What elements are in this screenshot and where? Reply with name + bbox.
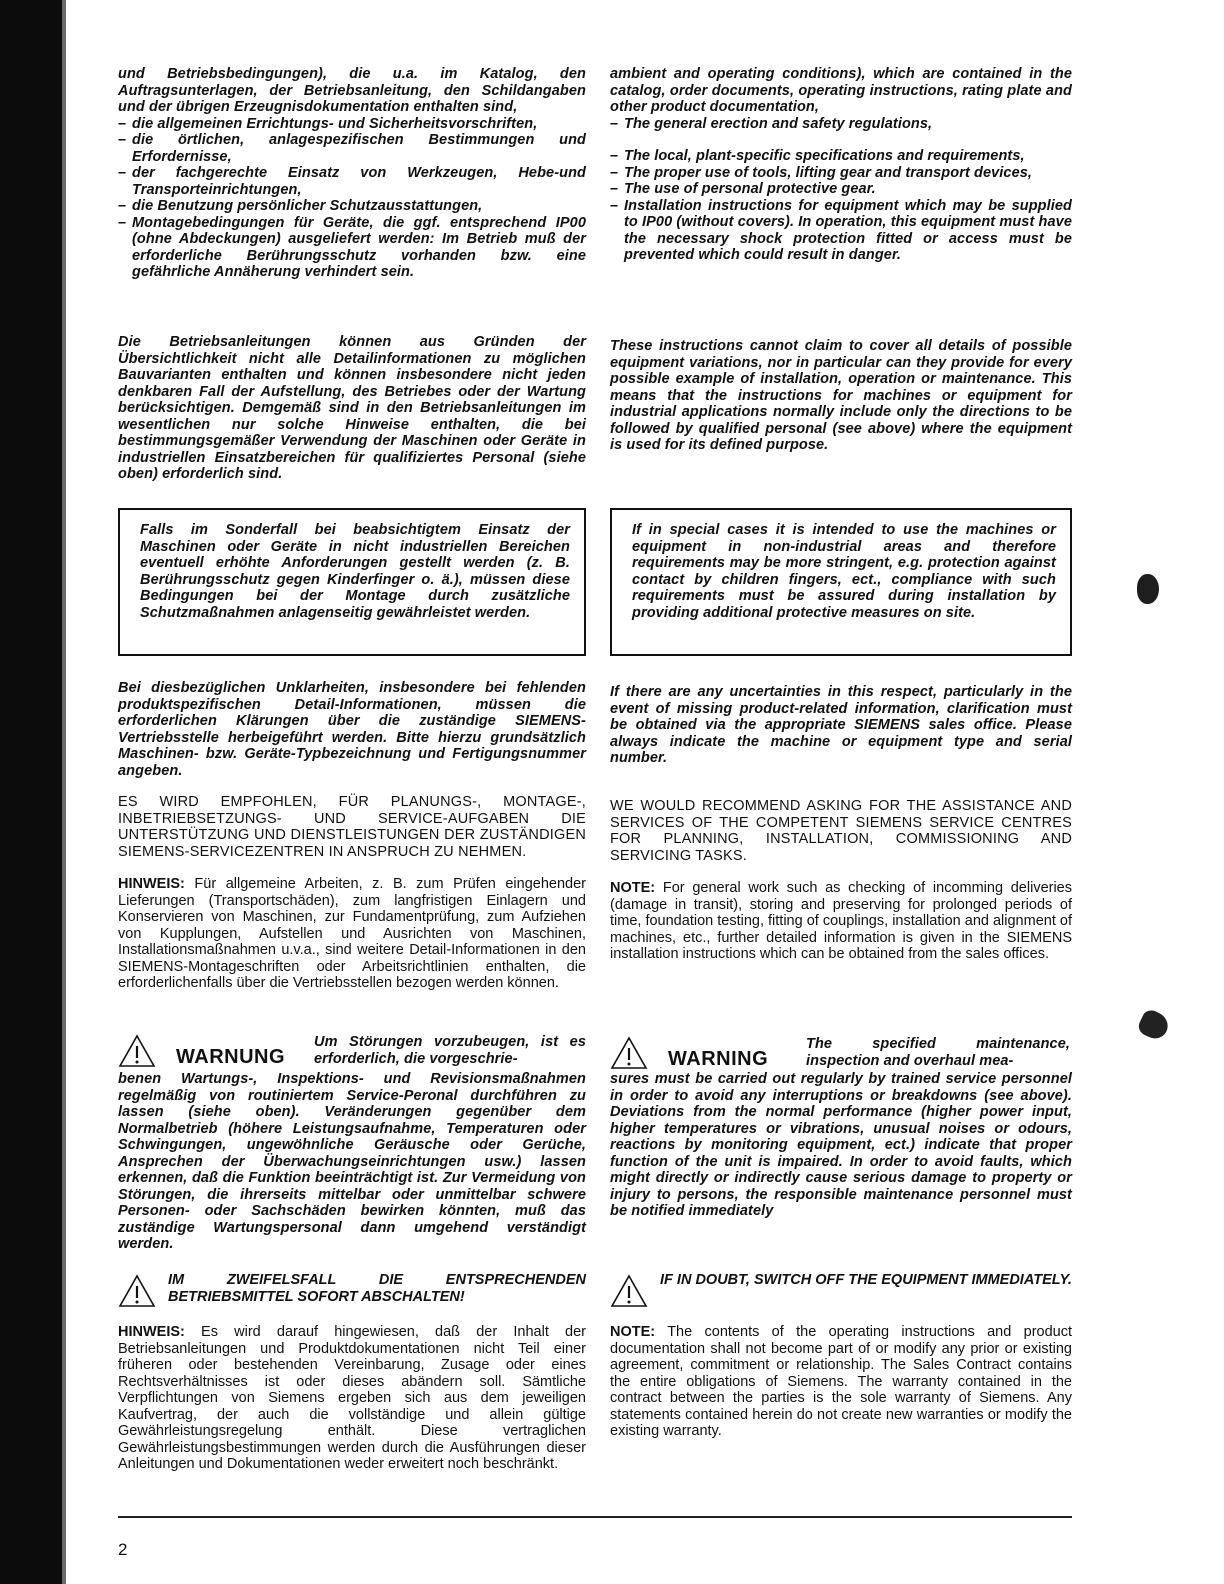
list-item: – die Benutzung persönlicher Schutzausstattungen, bbox=[118, 198, 586, 215]
doubt-text: IF IN DOUBT, SWITCH OFF THE EQUIPMENT IMMEDIATELY. bbox=[660, 1272, 1072, 1288]
note-label: HINWEIS: bbox=[118, 876, 185, 892]
conditions-tail: ambient and operating conditions), which are contained in the catalog, order documents, operating instructions, rating plate and other product documentation, – The general erection and safety regulations, – The local, plant-specific specifications and requirements, – The proper use of tools, lifting gear and transport devices, – The use of personal protective gear. – Installation instructions for equipment which may be supplied to IP00 (without covers). In operation, this equipment must have the necessary shock protection fitted or access must be prevented which could result in danger. bbox=[610, 66, 1072, 264]
note-label: NOTE: bbox=[610, 1324, 656, 1340]
scope-paragraph: These instructions cannot claim to cover all details of possible equipment variations, nor in particular can they provide for every possible example of installation, operation or maintenance. This means that the instructions for machines or equipment for industrial applications normally include only the directions to be followed by qualified personal (see above) where the equipment is used for its defined purpose. bbox=[610, 338, 1072, 453]
warning-triangle-icon bbox=[610, 1036, 648, 1070]
conditions-tail: und Betriebsbedingungen), die u.a. im Katalog, den Auftragsunterlagen, der Betriebsanleitung, den Schildangaben und der übrigen Erzeugnisdokumentation enthalten sind, – die allgemeinen Errichtungs- und Sicherheitsvorschriften, – die örtlichen, anlagespezifischen Bestimmungen und Erfordernisse, – der fachgerechte Einsatz von Werkzeugen, Hebe-und Transporteinrichtungen, – die Benutzung persönlicher Schutzausstattungen, – Montagebedingungen für Geräte, die ggf. entsprechend IP00 (ohne Abdeckungen) ausgeliefert werden: Im Betrieb muß der erforderliche Berührungsschutz vorhanden bzw. eine gefährliche Annäherung verhindert sein. bbox=[118, 66, 586, 281]
warning-lead: The specified maintenance, inspection and overhaul mea- bbox=[806, 1036, 1070, 1069]
list-item: – Installation instructions for equipment which may be supplied to IP00 (without covers). In operation, this equipment must have the necessary shock protection fitted or access must be prevented which could result in danger. bbox=[610, 198, 1072, 264]
page-number: 2 bbox=[118, 1540, 128, 1559]
note-text: Es wird darauf hingewiesen, daß der Inhalt der Betriebsanleitungen und Produktdokumentationen nicht Teil einer früheren oder bestehenden Vereinbarung, Zusage oder eines Rechtsverhältnisses ist oder dieses abändern soll. Sämtliche Verpflichtungen von Siemens ergeben sich aus dem jeweiligen Kaufvertrag, der auch die vollständige und allein gültige Gewährleistungsregelung enthält. Diese vertraglichen Gewährleistungsbestimmungen werden durch die Ausführungen dieser Anleitungen und Dokumentationen weder erweitert noch beschränkt. bbox=[118, 1324, 586, 1472]
legal-note-paragraph bbox=[610, 1324, 1072, 1440]
special-case-box: Falls im Sonderfall bei beabsichtigtem Einsatz der Maschinen oder Geräte in nicht industriellen Bereichen eventuell erhöhte Anforderungen gestellt werden (z. B. Berührungsschutz gegen Kinderfinger o. ä.), müssen diese Bedingungen bei der Montage durch zusätzliche Schutzmaßnahmen anlagenseitig gewährleistet werden. bbox=[118, 508, 586, 656]
warning-triangle-icon bbox=[610, 1274, 648, 1308]
warning-header bbox=[610, 1036, 1072, 1076]
uncertainty-paragraph: If there are any uncertainties in this respect, particularly in the event of missing product-related information, clarification must be obtained via the appropriate SIEMENS sales office. Please always indicate the machine or equipment type and serial number. bbox=[610, 684, 1072, 766]
list-item: – The local, plant-specific specifications and requirements, bbox=[610, 148, 1072, 165]
warning-lead: Um Störungen vorzubeugen, ist es erforderlich, die vorgeschrie- bbox=[314, 1034, 586, 1067]
doubt-instruction bbox=[118, 1272, 586, 1305]
note-paragraph bbox=[610, 880, 1072, 963]
note-label: HINWEIS: bbox=[118, 1324, 185, 1340]
uncertainty-paragraph: Bei diesbezüglichen Unklarheiten, insbesondere bei fehlenden produktspezifischen Detail-Informationen, müssen die erforderlichen Klärungen über die zuständige SIEMENS-Vertriebsstelle herbeigeführt werden. Bitte hierzu grundsätzlich Maschinen- bzw. Geräte-Typbezeichnung und Fertigungsnummer angeben. bbox=[118, 680, 586, 779]
recommendation-paragraph: ES WIRD EMPFOHLEN, FÜR PLANUNGS-, MONTAGE-, INBETRIEBSETZUNGS- UND SERVICE-AUFGABEN DIE UNTERSTÜTZUNG UND DIENSTLEISTUNGEN DER ZUSTÄNDIGEN SIEMENS-SERVICEZENTREN IN ANSPRUCH ZU NEHMEN. bbox=[118, 794, 586, 860]
punch-hole-mark bbox=[1137, 574, 1159, 604]
requirements-list bbox=[610, 116, 1072, 264]
note-paragraph bbox=[118, 876, 586, 992]
warning-body: benen Wartungs-, Inspektions- und Revisionsmaßnahmen regelmäßig von routiniertem Service-Peronal durchführen zu lassen (siehe oben). Veränderungen gegenüber dem Normalbetrieb (höhere Leistungsaufnahme, Temperaturen oder Schwingungen, ungewöhnliche Geräusche oder Gerüche, Ansprechen der Überwachungseinrichtungen usw.) lassen erkennen, daß die Funktion beeinträchtigt ist. Zur Vermeidung von Störungen, die ihrerseits mittelbar oder unmittelbar schwere Personen- oder Sachschäden bewirken könnten, muß das zuständige Wartungspersonal dann umgehend verständigt werden. bbox=[118, 1071, 586, 1252]
warning-header bbox=[118, 1034, 586, 1074]
punch-hole-mark bbox=[1136, 1007, 1172, 1042]
legal-note-paragraph bbox=[118, 1324, 586, 1473]
note-text: Für allgemeine Arbeiten, z. B. zum Prüfen eingehender Lieferungen (Transportschäden), zum langfristigen Einlagern und Konservieren von Maschinen, zur Fundamentprüfung, zum Aufziehen von Kupplungen, Aufstellen und Ausrichten von Maschinen, Installationsmaßnahmen u.v.a., sind weitere Detail-Informationen in den SIEMENS-Montageschriften oder Arbeitsrichtlinien enthalten, die erforderlichenfalls über die Vertriebsstellen bezogen werden können. bbox=[118, 876, 586, 991]
list-item: – die örtlichen, anlagespezifischen Bestimmungen und Erfordernisse, bbox=[118, 132, 586, 165]
doubt-instruction bbox=[610, 1272, 1072, 1289]
footer-rule bbox=[118, 1516, 1072, 1518]
note-text: For general work such as checking of incomming deliveries (damage in transit), storing and preserving for prolonged periods of time, foundation testing, fitting of couplings, installation and alignment of machines, etc., further detailed information is given in the SIEMENS installation instructions which can be obtained from the sales offices. bbox=[610, 880, 1072, 962]
recommendation-paragraph: WE WOULD RECOMMEND ASKING FOR THE ASSISTANCE AND SERVICES OF THE COMPETENT SIEMENS SERVICE CENTRES FOR PLANNING, INSTALLATION, COMMISSIONING AND SERVICING TASKS. bbox=[610, 798, 1072, 864]
note-label: NOTE: bbox=[610, 880, 656, 896]
list-item: – der fachgerechte Einsatz von Werkzeugen, Hebe-und Transporteinrichtungen, bbox=[118, 165, 586, 198]
scan-edge-shadow bbox=[62, 0, 66, 1584]
list-item: – The use of personal protective gear. bbox=[610, 181, 1072, 198]
list-item: – The general erection and safety regulations, bbox=[610, 116, 1072, 133]
note-text: The contents of the operating instructions and product documentation shall not become part of or modify any prior or existing agreement, commitment or relationship. The Sales Contract contains the entire obligations of Siemens. The warranty contained in the contract between the parties is the sole warranty of Siemens. Any statements contained herein do not create new warranties or modify the existing warranty. bbox=[610, 1324, 1072, 1439]
list-item: – Montagebedingungen für Geräte, die ggf. entsprechend IP00 (ohne Abdeckungen) ausgeliefert werden: Im Betrieb muß der erforderliche Berührungsschutz vorhanden bzw. eine gefährliche Annäherung verhindert sein. bbox=[118, 215, 586, 281]
warning-title: WARNUNG bbox=[176, 1046, 286, 1068]
warning-triangle-icon bbox=[118, 1034, 156, 1068]
doubt-text: IM ZWEIFELSFALL DIE ENTSPRECHENDEN BETRIEBSMITTEL SOFORT ABSCHALTEN! bbox=[168, 1272, 586, 1305]
list-item: – The proper use of tools, lifting gear and transport devices, bbox=[610, 165, 1072, 182]
warning-body: sures must be carried out regularly by trained service personnel in order to avoid any interruptions or breakdowns (see above). Deviations from the normal performance (higher power input, higher temperatures or vibrations, unusual noises or odours, reactions by monitoring equipment, ect.) indicate that proper function of the unit is impaired. In order to avoid faults, which might directly or indirectly cause serious damage to property or injury to persons, the responsible maintenance personnel must be notified immediately bbox=[610, 1071, 1072, 1219]
warning-title: WARNING bbox=[668, 1048, 769, 1070]
warning-triangle-icon bbox=[118, 1274, 156, 1308]
list-item: – die allgemeinen Errichtungs- und Sicherheitsvorschriften, bbox=[118, 116, 586, 133]
requirements-list bbox=[118, 116, 586, 281]
scan-edge-bar bbox=[0, 0, 62, 1584]
scope-paragraph: Die Betriebsanleitungen können aus Gründen der Übersichtlichkeit nicht alle Detailinformationen zu möglichen Bauvarianten enthalten und können insbesondere nicht jeden denkbaren Fall der Aufstellung, des Betriebes oder der Wartung berücksichtigen. Demgemäß sind in den Betriebsanleitungen im wesentlichen nur solche Hinweise enthalten, die bei bestimmungsgemäßer Verwendung der Maschinen oder Geräte in industriellen Einsatzbereichen für qualifiziertes Personal (siehe oben) erforderlich sind. bbox=[118, 334, 586, 482]
special-case-box: If in special cases it is intended to use the machines or equipment in non-industrial areas and therefore requirements may be more stringent, e.g. protection against contact by children fingers, ect., compliance with such requirements must be assured during installation by providing additional protective measures on site. bbox=[610, 508, 1072, 656]
